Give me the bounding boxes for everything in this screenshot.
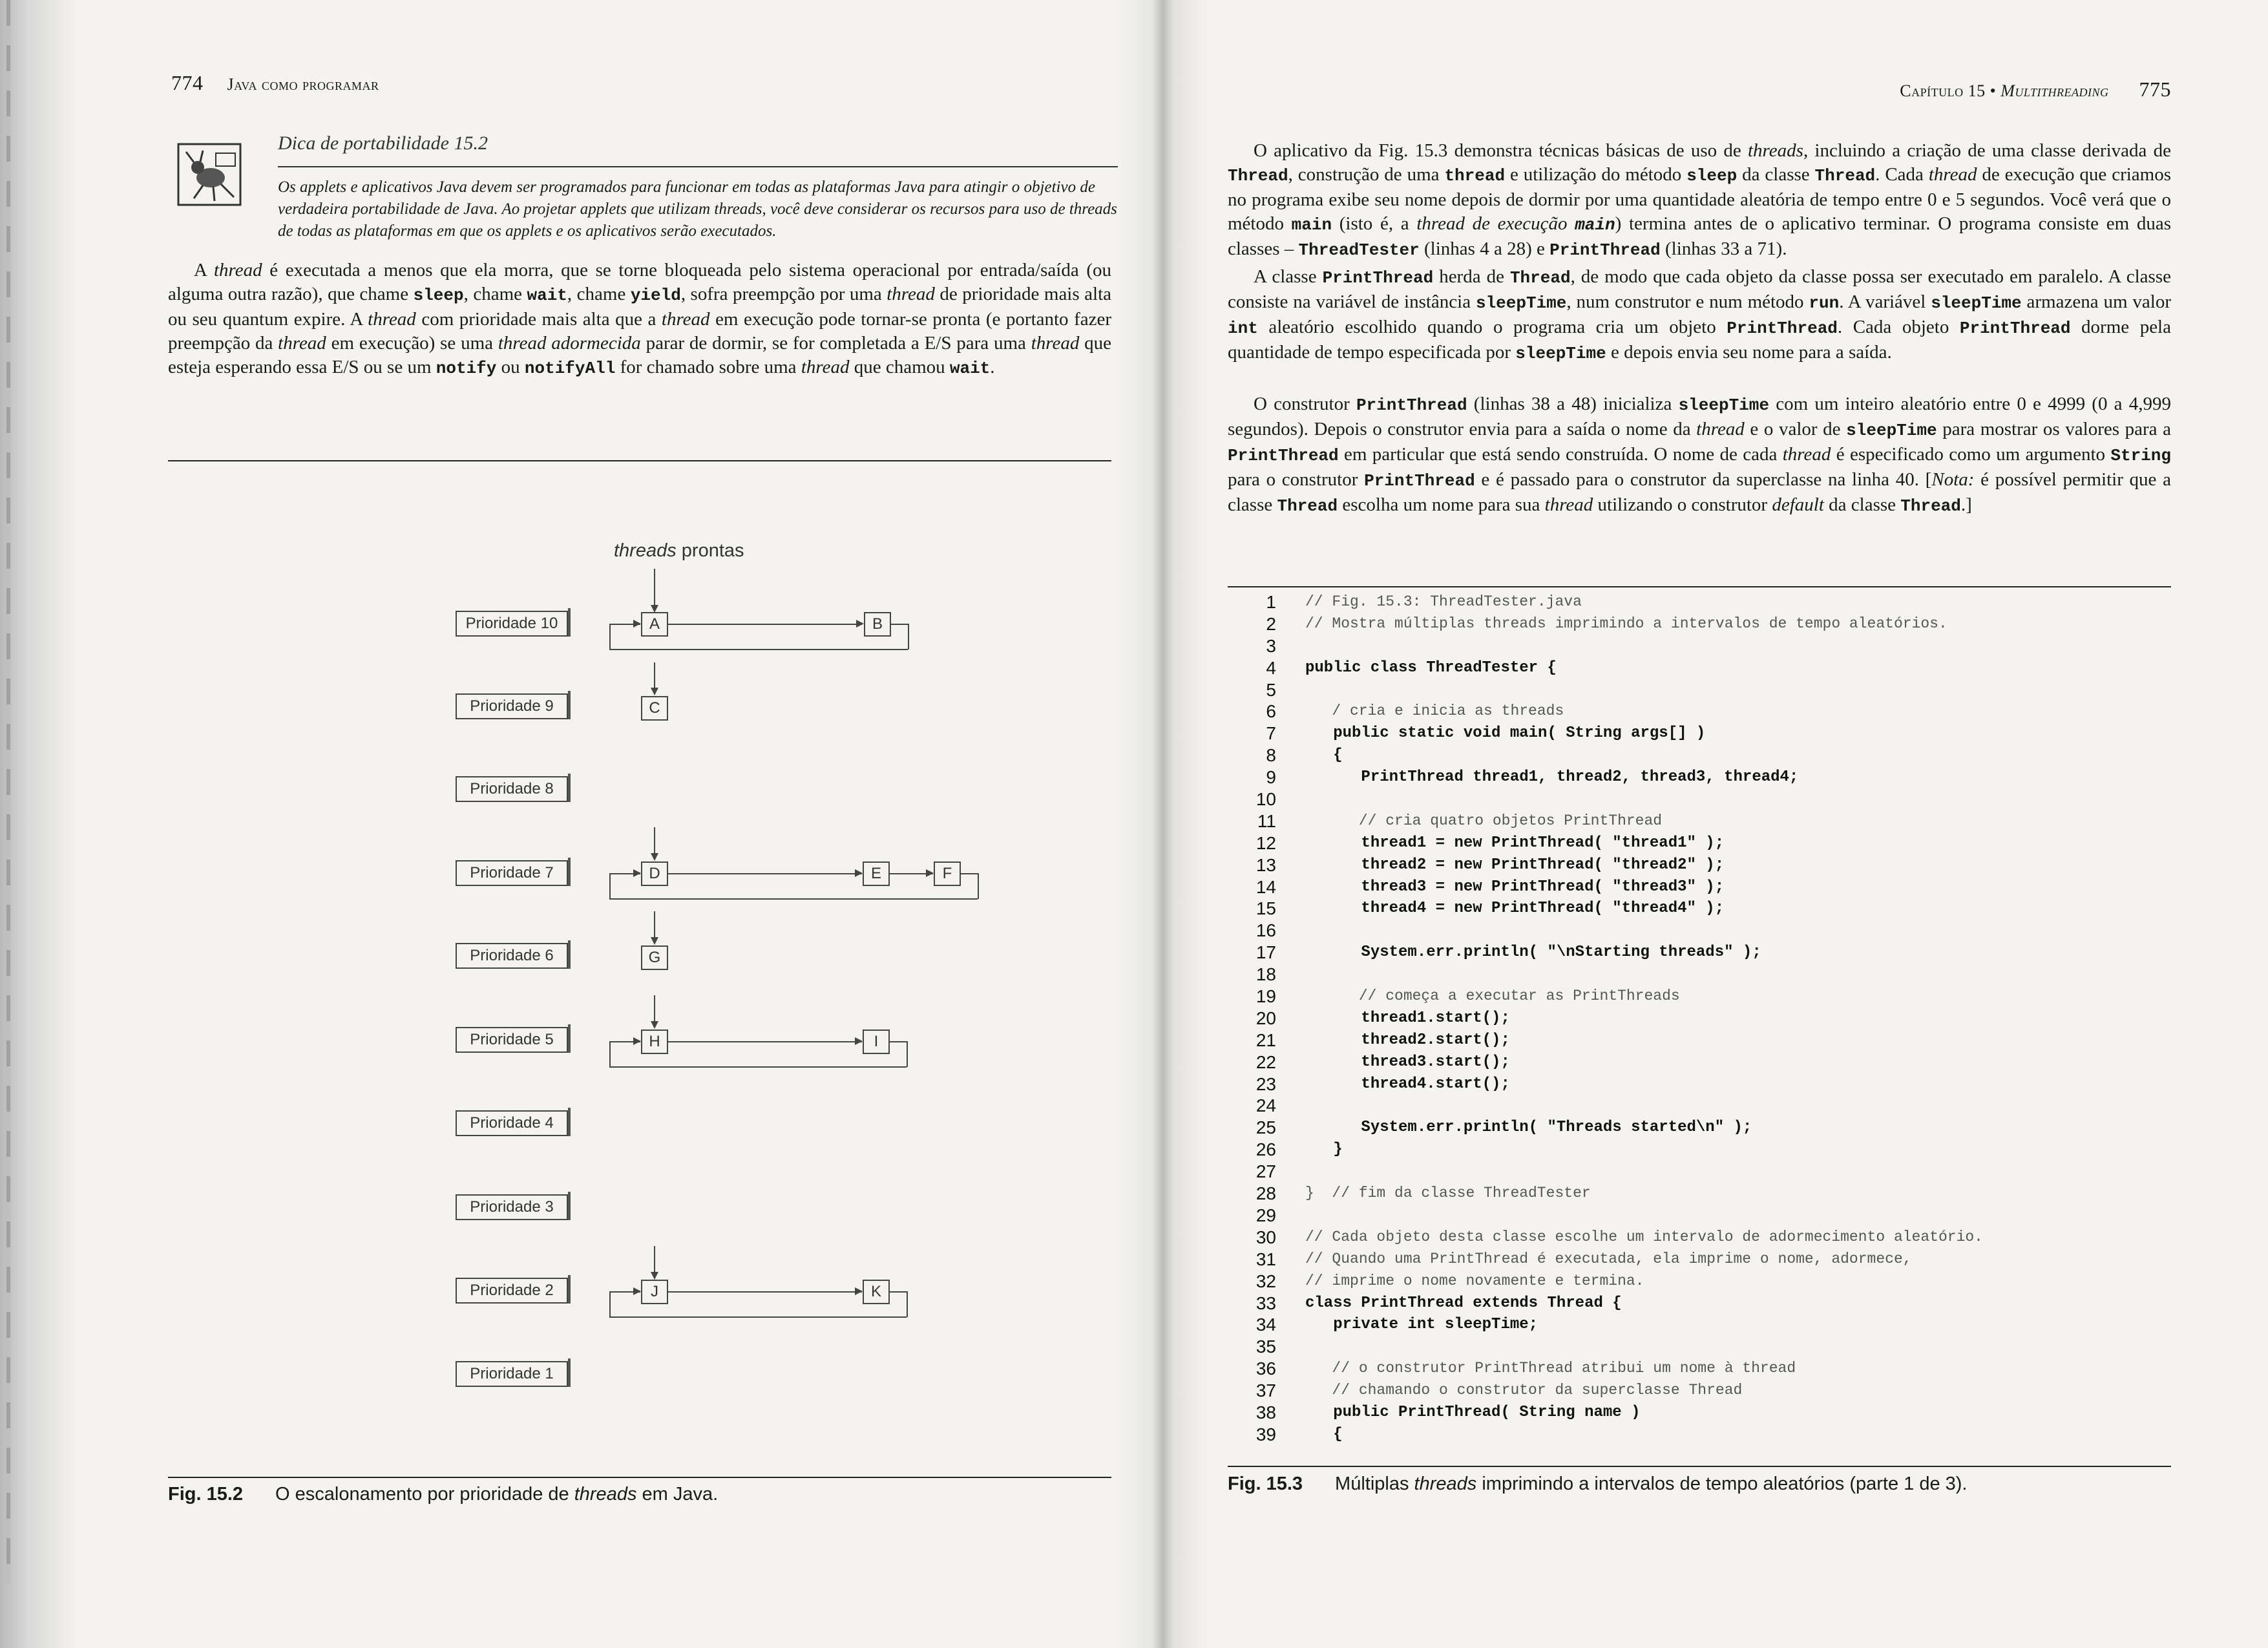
code-line [1241,898,2171,920]
queue-entry-line [654,911,655,938]
thread-box: D [641,861,668,886]
queue-loop-line [609,649,908,650]
code-line [1241,1336,2171,1358]
code-line-number: 11 [1257,810,1276,831]
queue-loop-line [907,1041,908,1067]
code-line-number: 10 [1255,789,1276,810]
code-line-number: 8 [1266,745,1276,766]
code-line-text: { [1305,1425,1343,1443]
code-line-text: { [1305,746,1343,765]
tip-body: Os applets e aplicativos Java devem ser programados para funcionar em todas as plataformas Java para atingir o objetivo de verdadeira portabilidade de Java. Ao projetar applets que utilizam threads, você deve considerar os recursos para uso de threads de todas as plataformas em que os applets e os aplicativos serão executados. [278,178,1117,240]
left-paragraph: A thread é executada a menos que ela morra, que se torne bloqueada pelo sistema operacional por entrada/saída (ou alguma outra razão), que chame sleep, chame wait, chame yield, sofra preempção por uma thread de prioridade mais alta ou seu quantum expire. A thread com prioridade mais alta que a thread em execução pode tornar-se pronta (e portanto fazer preempção da thread em execução) se uma thread adormecida parar de dormir, se for completada a E/S para uma thread que esteja esperando essa E/S ou se um notify ou notifyAll for chamado sobre uma thread que chamou wait. [168,260,1112,378]
code-line-number: 2 [1266,613,1276,634]
right-paragraph-3: O construtor PrintThread (linhas 38 a 48) inicializa sleepTime com um inteiro aleatório entre 0 e 4999 (0 a 4,999 segundos). Depois o construtor envia para a saída o nome da thread e o valor de sleepTime para mostrar os valores para a PrintThread em particular que está sendo construída. O nome de cada thread é especificado como um argumento String para o construtor PrintThread e é passado para o construtor da superclasse na linha 40. [Nota: é possível permitir que a classe Thread escolha um nome para sua thread utilizando o construtor default da classe Thread.] [1228,394,2171,516]
code-line-number: 25 [1255,1117,1276,1138]
book-gutter [1118,0,1208,1648]
code-line-number: 27 [1255,1161,1276,1182]
tip-title: Dica de portabilidade 15.2 [278,132,488,154]
code-line-number: 20 [1255,1008,1276,1028]
chapter-label: Capítulo 15 [1900,81,1986,100]
code-line-text: // chamando o construtor da superclasse Thread [1305,1382,1743,1399]
code-line [1241,1358,2171,1380]
code-line-number: 16 [1255,920,1276,941]
code-line-text: thread4.start(); [1305,1075,1510,1093]
code-line-number: 33 [1255,1293,1276,1313]
code-line [1241,788,2171,810]
arrow-right-icon [633,869,641,877]
code-listing [1241,591,2171,1446]
arrow-right-icon [633,1287,641,1295]
queue-entry-line [654,995,655,1022]
priority-label: Prioridade 4 [456,1110,568,1136]
thread-box: B [864,612,891,637]
code-line [1241,1030,2171,1051]
arrow-down-icon [651,688,658,695]
code-line [1241,1139,2171,1161]
queue-loop-line [908,624,909,650]
queue-entry-line [654,662,655,690]
code-line-text: // Cada objeto desta classe escolhe um intervalo de adormecimento aleatório. [1305,1228,1983,1245]
code-line [1241,1095,2171,1117]
thread-box: E [863,861,890,886]
priority-label: Prioridade 2 [456,1278,568,1304]
right-paragraph-1: O aplicativo da Fig. 15.3 demonstra técnicas básicas de uso de threads, incluindo a criação de uma classe derivada de Thread, construção de uma thread e utilização do método sleep da classe Thread. Cada thread de execução que criamos no programa exibe seu nome depois de dormir por uma quantidade aleatória de tempo entre 0 e 5 segundos. Você verá que o método main (isto é, a thread de execução main) termina antes de o aplicativo terminar. O programa consiste em duas classes – ThreadTester (linhas 4 a 28) e PrintThread (linhas 33 a 71). [1228,140,2172,260]
code-line-number: 6 [1266,701,1276,722]
code-line [1241,1051,2171,1073]
queue-loop-line [609,873,611,899]
code-line-number: 37 [1255,1380,1276,1401]
queue-loop-line [609,1066,907,1068]
code-line-number: 13 [1255,854,1276,875]
code-line-number: 34 [1255,1315,1276,1335]
code-line [1241,1073,2171,1095]
queue-loop-line [889,1041,907,1042]
code-line-text: thread2 = new PrintThread( "thread2" ); [1305,856,1725,874]
left-book-title: Java como programar [227,75,379,94]
priority-label: Prioridade 1 [456,1361,568,1387]
code-line [1241,701,2171,723]
code-line [1241,1205,2171,1227]
thread-box: J [641,1280,668,1304]
code-line-text: System.err.println( "\nStarting threads" ); [1305,944,1761,962]
code-line-number: 17 [1255,942,1276,963]
code-line-text: } // fim da classe ThreadTester [1305,1185,1591,1202]
figure-top-rule [168,460,1111,461]
priority-label: Prioridade 9 [456,693,568,719]
arrow-right-icon [856,620,864,628]
priority-label: Prioridade 3 [456,1194,568,1220]
code-line [1241,964,2171,986]
priority-label: Prioridade 10 [456,611,568,637]
right-running-head [1900,78,2171,101]
code-line [1241,1314,2171,1336]
code-line-number: 35 [1255,1336,1276,1357]
code-line-text: // Mostra múltiplas threads imprimindo a intervalos de tempo aleatórios. [1305,615,1948,632]
code-line-number: 38 [1255,1402,1276,1422]
code-line [1241,1227,2171,1249]
code-line-number: 7 [1266,723,1276,744]
thread-box: K [863,1280,890,1304]
code-line-text: // o construtor PrintThread atribui um nome à thread [1305,1360,1796,1377]
arrow-right-icon [633,620,641,628]
right-page-number: 775 [2139,78,2171,101]
queue-loop-line [890,624,908,625]
ant-tip-icon [174,139,246,210]
figure-caption-15-3: Fig. 15.3 Múltiplas threads imprimindo a intervalos de tempo aleatórios (parte 1 de 3). [1228,1474,1968,1494]
arrow-right-icon [926,869,934,877]
code-line-number: 3 [1266,635,1276,656]
left-page [162,0,1118,1648]
thread-box: G [641,945,668,970]
code-line-number: 30 [1255,1227,1276,1247]
code-line [1241,745,2171,766]
code-line [1241,1293,2171,1315]
figure-caption-15-2: Fig. 15.2 O escalonamento por prioridade de threads em Java. [168,1484,719,1505]
priority-label: Prioridade 7 [456,860,568,886]
code-line [1241,679,2171,701]
code-line-text: thread1.start(); [1305,1009,1510,1027]
code-line-text: } [1305,1141,1343,1159]
code-line-number: 9 [1266,767,1276,788]
code-line [1241,766,2171,788]
queue-link-line [668,873,862,874]
queue-link-line [668,1041,862,1042]
code-line-text: public static void main( String args[] ) [1305,724,1706,743]
thread-box: F [934,861,961,886]
code-line-number: 24 [1255,1095,1276,1116]
code-line [1241,942,2171,964]
arrow-right-icon [855,1287,863,1295]
code-line [1241,810,2171,832]
code-line [1241,723,2171,745]
queue-loop-line [978,873,979,899]
code-line-number: 19 [1255,986,1276,1007]
code-line [1241,1161,2171,1183]
code-line [1241,1380,2171,1402]
code-line-text: thread3 = new PrintThread( "thread3" ); [1305,878,1725,896]
queue-loop-line [609,1041,611,1067]
diagram-title: threads prontas [614,540,744,561]
code-line-text: thread2.start(); [1305,1031,1510,1049]
code-line-text: private int sleepTime; [1305,1316,1538,1334]
queue-loop-line [609,624,611,650]
tip-rule [278,166,1118,167]
code-line [1241,1424,2171,1446]
code-line [1241,613,2171,635]
code-line-text: / cria e inicia as threads [1305,703,1564,720]
code-line [1241,1271,2171,1293]
queue-entry-line [654,569,655,606]
code-line [1241,1249,2171,1271]
code-line-number: 4 [1266,657,1276,678]
code-line [1241,876,2171,898]
code-line-number: 18 [1255,964,1276,985]
code-line-number: 32 [1255,1271,1276,1291]
code-line-text: // cria quatro objetos PrintThread [1305,812,1663,829]
code-line-number: 21 [1255,1030,1276,1050]
arrow-right-icon [855,869,863,877]
code-line-text: PrintThread thread1, thread2, thread3, thread4; [1305,768,1799,787]
right-page [1215,0,2184,1648]
thread-box: I [863,1030,890,1054]
code-line-number: 1 [1266,592,1276,612]
arrow-right-icon [855,1037,863,1045]
code-line-number: 14 [1255,876,1276,897]
code-line [1241,986,2171,1008]
arrow-right-icon [633,1037,641,1045]
code-line-number: 22 [1255,1051,1276,1072]
code-line [1241,635,2171,657]
queue-loop-line [889,1291,907,1293]
code-line-text: thread1 = new PrintThread( "thread1" ); [1305,834,1725,852]
code-line-text: thread3.start(); [1305,1053,1510,1071]
queue-loop-line [907,1291,908,1317]
code-line-text: public PrintThread( String name ) [1305,1403,1641,1421]
thread-box: C [641,696,668,721]
code-line-number: 12 [1255,832,1276,853]
code-line [1241,1183,2171,1205]
code-line [1241,832,2171,854]
code-line [1241,1402,2171,1424]
code-line-text: class PrintThread extends Thread { [1305,1294,1622,1312]
priority-label: Prioridade 8 [456,776,568,802]
arrow-down-icon [651,937,658,945]
queue-entry-line [654,1246,655,1273]
left-running-head [171,71,379,95]
code-line [1241,1117,2171,1139]
code-top-rule [1228,586,2171,587]
code-line-number: 15 [1255,898,1276,919]
code-line-text: thread4 = new PrintThread( "thread4" ); [1305,900,1725,918]
code-line-number: 31 [1255,1249,1276,1269]
code-line-number: 5 [1266,679,1276,700]
priority-label: Prioridade 5 [456,1027,568,1053]
queue-entry-line [654,827,655,854]
left-page-number: 774 [171,71,204,94]
scan-left-edge [0,0,78,1648]
thread-box: H [641,1030,668,1054]
code-line [1241,657,2171,679]
priority-label: Prioridade 6 [456,943,568,969]
code-line-number: 36 [1255,1358,1276,1379]
code-line-text: System.err.println( "Threads started\n" ); [1305,1119,1752,1137]
queue-loop-line [609,898,978,900]
running-head-separator: • [1990,81,1997,100]
code-line-text: // Quando uma PrintThread é executada, ela imprime o nome, adormece, [1305,1250,1912,1267]
queue-loop-line [609,1316,907,1318]
code-line-text: // começa a executar as PrintThreads [1305,988,1680,1005]
code-line-number: 23 [1255,1073,1276,1094]
queue-link-line [668,624,862,625]
code-bottom-rule [1228,1466,2171,1467]
queue-link-line [668,1291,862,1293]
code-line-text: public class ThreadTester { [1305,659,1557,677]
arrow-down-icon [651,1021,658,1029]
code-line [1241,920,2171,942]
code-line-number: 39 [1255,1424,1276,1444]
arrow-down-icon [651,1272,658,1280]
thread-box: A [641,612,668,637]
right-paragraph-2: A classe PrintThread herda de Thread, de modo que cada objeto da classe possa ser executado em paralelo. A classe consiste na variável de instância sleepTime, num construtor e num método run. A variável sleepTime armazena um valor int aleatório escolhido quando o programa cria um objeto PrintThread. Cada objeto PrintThread dorme pela quantidade de tempo especificada por sleepTime e depois envia seu nome para a saída. [1228,266,2171,363]
code-line [1241,854,2171,876]
chapter-title: Multithreading [2000,81,2109,100]
code-line-number: 26 [1255,1139,1276,1160]
code-line-number: 28 [1255,1183,1276,1204]
queue-loop-line [609,1291,611,1317]
queue-loop-line [960,873,978,874]
arrow-down-icon [651,853,658,861]
code-line [1241,1008,2171,1030]
figure-bottom-rule [168,1477,1111,1478]
code-line [1241,591,2171,613]
code-line-text: // Fig. 15.3: ThreadTester.java [1305,593,1582,610]
code-line-number: 29 [1255,1205,1276,1225]
code-line-text: // imprime o nome novamente e termina. [1305,1272,1644,1289]
